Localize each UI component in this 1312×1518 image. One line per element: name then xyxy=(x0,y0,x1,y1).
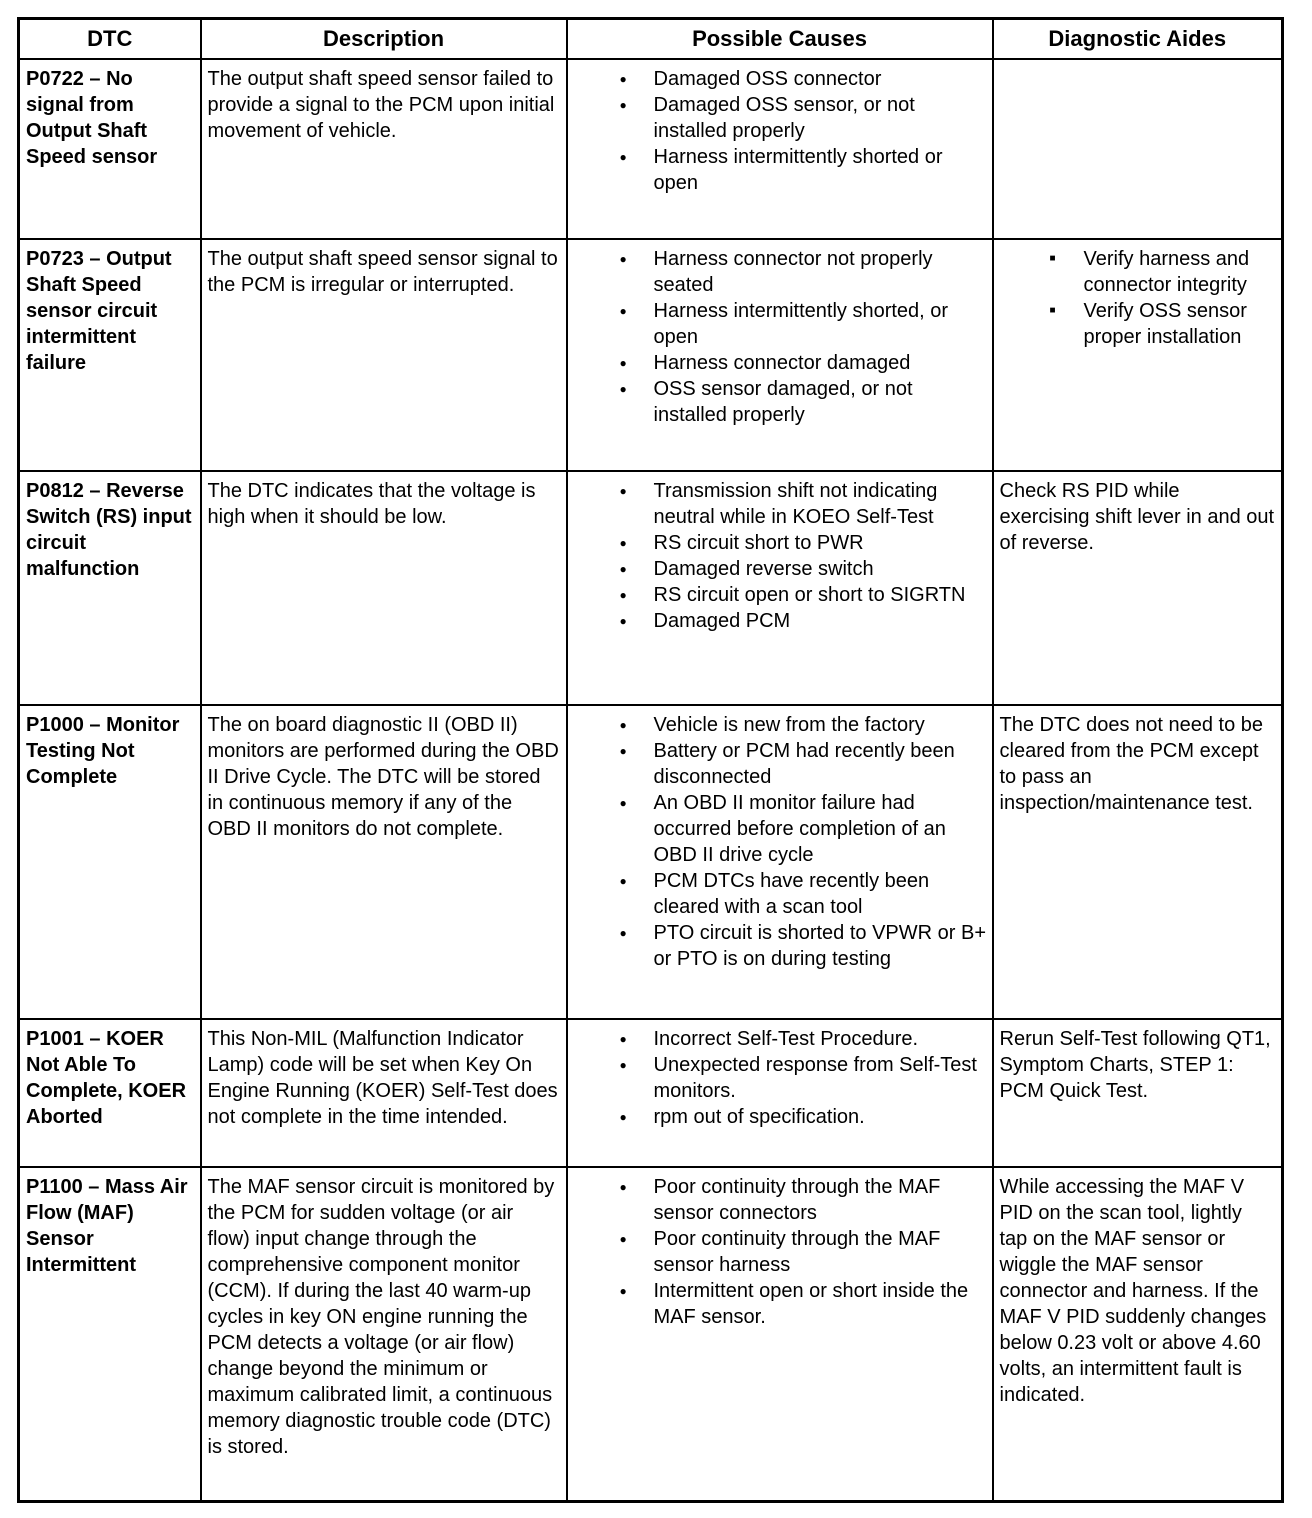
dtc-table xyxy=(17,17,1284,1503)
dtc-code-cell: P1000 – Monitor Testing Not Complete xyxy=(19,705,201,1019)
table-row xyxy=(19,1167,1283,1501)
cause-list-item: ● RS circuit short to PWR xyxy=(576,530,988,556)
cause-list-item: ● Poor continuity through the MAF sensor harness xyxy=(576,1226,988,1278)
aide-text: Check RS PID while exercising shift lever in and out of reverse. xyxy=(999,479,1275,554)
cause-list-item: ● Unexpected response from Self-Test monitors. xyxy=(576,1052,988,1104)
cause-list-item: ● Harness intermittently shorted or open xyxy=(576,144,988,196)
table-row xyxy=(19,471,1283,705)
possible-causes-cell xyxy=(567,239,993,471)
possible-causes-cell xyxy=(567,471,993,705)
diagnostic-aides-cell xyxy=(993,471,1283,705)
diagnostic-aides-cell xyxy=(993,1167,1283,1501)
aide-text: Rerun Self-Test following QT1, Symptom Charts, STEP 1: PCM Quick Test. xyxy=(999,1028,1271,1103)
header-possible-causes: Possible Causes xyxy=(567,19,993,59)
causes-list xyxy=(576,66,988,196)
cause-list-item: ● Poor continuity through the MAF sensor connectors xyxy=(576,1174,988,1226)
cause-list-item: ● OSS sensor damaged, or not installed properly xyxy=(576,376,988,428)
table-body xyxy=(19,59,1283,1502)
diagnostic-aides-cell xyxy=(993,705,1283,1019)
header-row xyxy=(19,19,1283,59)
header-diagnostic-aides: Diagnostic Aides xyxy=(993,19,1283,59)
possible-causes-cell xyxy=(567,705,993,1019)
cause-list-item: ● Damaged OSS connector xyxy=(576,66,988,92)
causes-list xyxy=(576,478,988,634)
header-dtc: DTC xyxy=(19,19,201,59)
description-cell: The on board diagnostic II (OBD II) monitors are performed during the OBD II Drive Cycle. The DTC will be stored in continuous memory if any of the OBD II monitors do not complete. xyxy=(201,705,567,1019)
cause-list-item: ● Intermittent open or short inside the MAF sensor. xyxy=(576,1278,988,1330)
possible-causes-cell xyxy=(567,59,993,239)
dtc-code-cell: P1001 – KOER Not Able To Complete, KOER Aborted xyxy=(19,1019,201,1167)
aide-text: The DTC does not need to be cleared from the PCM except to pass an inspection/maintenance test. xyxy=(999,713,1263,814)
causes-list xyxy=(576,1174,988,1330)
table-row xyxy=(19,1019,1283,1167)
cause-list-item: ● Battery or PCM had recently been disconnected xyxy=(576,738,988,790)
causes-list xyxy=(576,246,988,428)
cause-list-item: ● Damaged PCM xyxy=(576,608,988,634)
cause-list-item: ● Harness connector not properly seated xyxy=(576,246,988,298)
cause-list-item: ● rpm out of specification. xyxy=(576,1104,988,1130)
cause-list-item: ● PTO circuit is shorted to VPWR or B+ or PTO is on during testing xyxy=(576,920,988,972)
table-row xyxy=(19,239,1283,471)
description-cell: The output shaft speed sensor signal to the PCM is irregular or interrupted. xyxy=(201,239,567,471)
aide-text: While accessing the MAF V PID on the scan tool, lightly tap on the MAF sensor or wiggle the MAF sensor connector and harness. If the MAF V PID suddenly changes below 0.23 volt or above 4.60 volts, an intermittent fault is indicated. xyxy=(999,1176,1267,1407)
cause-list-item: ● PCM DTCs have recently been cleared with a scan tool xyxy=(576,868,988,920)
aide-list-item: ■ Verify OSS sensor proper installation xyxy=(1000,298,1276,350)
description-cell: This Non-MIL (Malfunction Indicator Lamp) code will be set when Key On Engine Running (KOER) Self-Test does not complete in the time intended. xyxy=(201,1019,567,1167)
diagnostic-aides-cell xyxy=(993,59,1283,239)
cause-list-item: ● RS circuit open or short to SIGRTN xyxy=(576,582,988,608)
cause-list-item: ● Incorrect Self-Test Procedure. xyxy=(576,1026,988,1052)
table-row xyxy=(19,705,1283,1019)
cause-list-item: ● An OBD II monitor failure had occurred before completion of an OBD II drive cycle xyxy=(576,790,988,868)
aide-list-item: ■ Verify harness and connector integrity xyxy=(1000,246,1276,298)
cause-list-item: ● Harness intermittently shorted, or open xyxy=(576,298,988,350)
cause-list-item: ● Damaged reverse switch xyxy=(576,556,988,582)
description-cell: The MAF sensor circuit is monitored by the PCM for sudden voltage (or air flow) input change through the comprehensive component monitor (CCM). If during the last 40 warm-up cycles in key ON engine running the PCM detects a voltage (or air flow) change beyond the minimum or maximum calibrated limit, a continuous memory diagnostic trouble code (DTC) is stored. xyxy=(201,1167,567,1501)
diagnostic-aides-cell xyxy=(993,239,1283,471)
possible-causes-cell xyxy=(567,1167,993,1501)
dtc-code-cell: P0722 – No signal from Output Shaft Speed sensor xyxy=(19,59,201,239)
causes-list xyxy=(576,1026,988,1130)
aides-list xyxy=(1000,246,1276,350)
causes-list xyxy=(576,712,988,972)
dtc-code-cell: P0812 – Reverse Switch (RS) input circuit malfunction xyxy=(19,471,201,705)
diagnostic-aides-cell xyxy=(993,1019,1283,1167)
dtc-code-cell: P1100 – Mass Air Flow (MAF) Sensor Intermittent xyxy=(19,1167,201,1501)
possible-causes-cell xyxy=(567,1019,993,1167)
description-cell: The output shaft speed sensor failed to provide a signal to the PCM upon initial movement of vehicle. xyxy=(201,59,567,239)
table-row xyxy=(19,59,1283,239)
cause-list-item: ● Damaged OSS sensor, or not installed properly xyxy=(576,92,988,144)
cause-list-item: ● Harness connector damaged xyxy=(576,350,988,376)
cause-list-item: ● Vehicle is new from the factory xyxy=(576,712,988,738)
header-description: Description xyxy=(201,19,567,59)
dtc-code-cell: P0723 – Output Shaft Speed sensor circuit intermittent failure xyxy=(19,239,201,471)
description-cell: The DTC indicates that the voltage is high when it should be low. xyxy=(201,471,567,705)
cause-list-item: ● Transmission shift not indicating neutral while in KOEO Self-Test xyxy=(576,478,988,530)
